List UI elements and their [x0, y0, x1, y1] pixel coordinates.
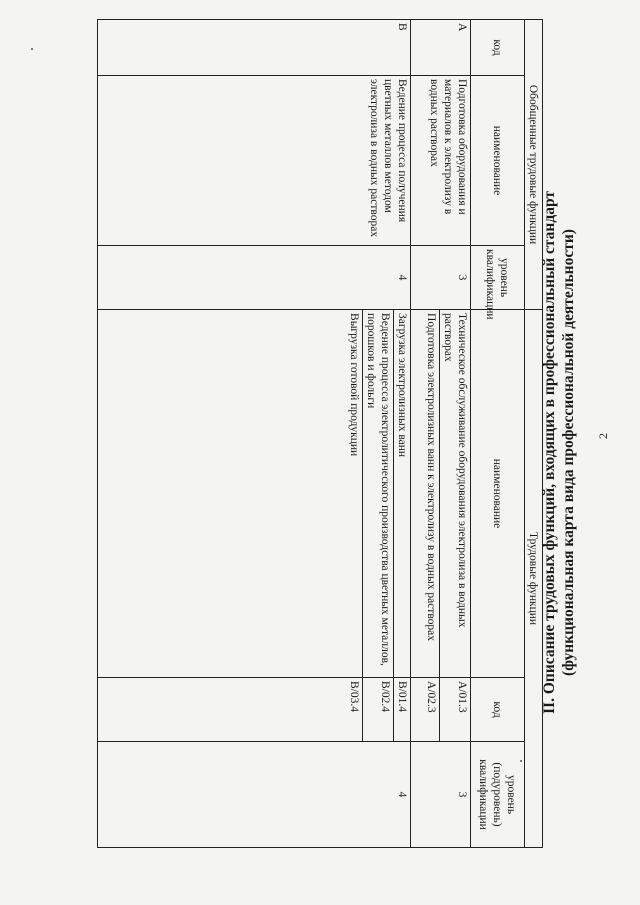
header-name: наименование: [471, 76, 525, 246]
gen-name-cell: Подготовка оборудования и материалов к электролизу в водных растворах: [411, 76, 471, 246]
tf-code-cell: B/03.4: [98, 678, 363, 742]
gen-code-cell: B: [98, 20, 411, 76]
document-title: II. Описание трудовых функций, входящих в профессиональный стандарт: [541, 191, 558, 714]
table-row: [394, 20, 411, 848]
tf-name-cell: Подготовка электролизных ванн к электролизу в водных растворах: [411, 310, 440, 678]
header-tf-code: код: [471, 678, 525, 742]
tf-code-cell: A/01.3: [440, 678, 471, 742]
tf-name-cell: Техническое обслуживание оборудования электролиза в водных растворах: [440, 310, 471, 678]
table-wrapper: [97, 19, 543, 847]
table-row: [440, 20, 471, 848]
tf-level-cell: 3: [411, 742, 471, 848]
header-labor-functions: Трудовые функции: [525, 310, 543, 848]
gen-name-cell: Ведение процесса получения цветных металлов методом электролиза в водных растворах: [98, 76, 411, 246]
tf-level-cell: 4: [98, 742, 411, 848]
tf-code-cell: B/02.4: [363, 678, 394, 742]
header-code: код: [471, 20, 525, 76]
document-subtitle: (функциональная карта вида профессиональной деятельности): [560, 229, 577, 676]
header-tf-name: наименование: [471, 310, 525, 678]
tf-code-cell: B/01.4: [394, 678, 411, 742]
header-generalized-functions: Обобщенные трудовые функции: [525, 20, 543, 310]
gen-code-cell: A: [411, 20, 471, 76]
tf-name-cell: Загрузка электролизных ванн: [394, 310, 411, 678]
page-number: 2: [596, 433, 610, 439]
tf-name-cell: Ведение процесса электролитического производства цветных металлов, порошков и фольги: [363, 310, 394, 678]
functional-map-table: [97, 19, 543, 848]
tf-name-cell: Выгрузка готовой продукции: [98, 310, 363, 678]
gen-level-cell: 3: [411, 246, 471, 310]
tf-code-cell: A/02.3: [411, 678, 440, 742]
gen-level-cell: 4: [98, 246, 411, 310]
header-level: уровень квалификации: [471, 246, 525, 310]
header-tf-level: уровень (подуровень) квалификации: [471, 742, 525, 848]
